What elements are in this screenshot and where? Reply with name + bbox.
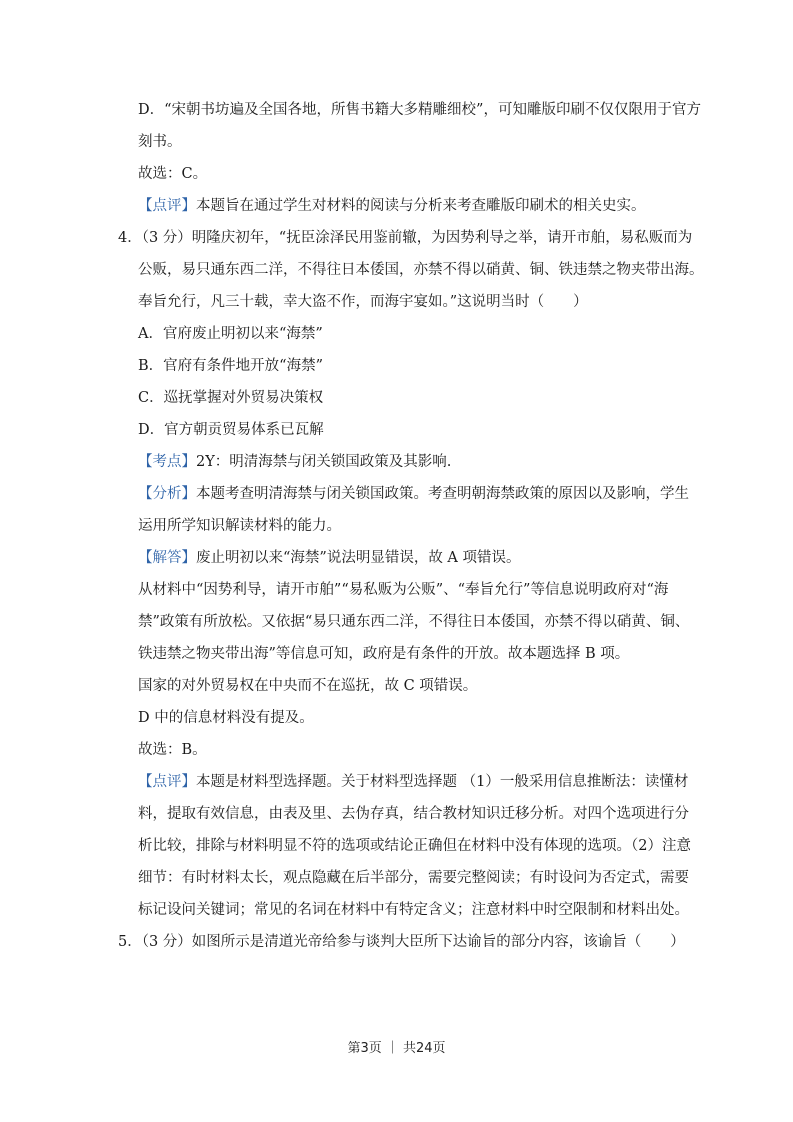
fenxi-text: 本题考查明清海禁与闭关锁国政策。考查明朝海禁政策的原因以及影响，学生 xyxy=(196,486,689,502)
jieda-line3: 禁”政策有所放松。又依据“易只通东西二洋，不得往日本倭国，亦禁不得以硝黄、铜、 xyxy=(138,614,690,630)
option-b: B．官府有条件地开放“海禁” xyxy=(138,358,323,374)
dianping-line4: 细节：有时材料太长，观点隐藏在后半部分，需要完整阅读；有时设问为否定式，需要 xyxy=(138,870,689,886)
dianping-tag: 【点评】 xyxy=(138,774,196,790)
option-d-line1: D．“宋朝书坊遍及全国各地，所售书籍大多精雕细校”，可知雕版印刷不仅仅限用于官方 xyxy=(138,102,701,118)
dianping-text: 本题是材料型选择题。关于材料型选择题 （1）一般采用信息推断法：读懂材 xyxy=(196,774,689,790)
comment-text: 本题旨在通过学生对材料的阅读与分析来考查雕版印刷术的相关史实。 xyxy=(196,198,646,214)
kaodian-tag: 【考点】 xyxy=(138,454,196,470)
jieda-line1 xyxy=(0,547,793,569)
option-d-line2: 刻书。 xyxy=(138,134,182,150)
dianping-line2: 料，提取有效信息，由表及里、去伪存真，结合教材知识迁移分析。对四个选项进行分 xyxy=(138,806,689,822)
comment-q3 xyxy=(0,195,793,217)
jieda-line4: 铁违禁之物夹带出海”等信息可知，政府是有条件的开放。故本题选择 B 项。 xyxy=(138,646,630,662)
option-c: C．巡抚掌握对外贸易决策权 xyxy=(138,390,324,406)
option-d: D．官方朝贡贸易体系已瓦解 xyxy=(138,422,324,438)
fenxi-tag: 【分析】 xyxy=(138,486,196,502)
jieda-text: 废止明初以来“海禁”说法明显错误，故 A 项错误。 xyxy=(196,550,521,566)
answer-q4: 故选：B。 xyxy=(138,742,207,758)
question-4-line2: 公贩，易只通东西二洋，不得往日本倭国，亦禁不得以硝黄、铜、铁违禁之物夹带出海。 xyxy=(138,262,704,278)
kaodian xyxy=(0,451,793,473)
jieda-line2: 从材料中“因势利导，请开市舶”“易私贩为公贩”、“奉旨允行”等信息说明政府对“海 xyxy=(138,582,669,598)
dianping-line1 xyxy=(0,771,793,793)
dianping-line3: 析比较，排除与材料明显不符的选项或结论正确但在材料中没有体现的选项。（2）注意 xyxy=(138,838,691,854)
question-5: 5．（3 分）如图所示是清道光帝给参与谈判大臣所下达谕旨的部分内容，该谕旨（ ） xyxy=(118,934,685,950)
page-footer: 第3页 ｜ 共24页 xyxy=(347,1041,446,1056)
comment-tag: 【点评】 xyxy=(138,198,196,214)
fenxi-line2: 运用所学知识解读材料的能力。 xyxy=(138,518,341,534)
question-4-line3: 奉旨允行，凡三十载，幸大盗不作，而海宇宴如。”这说明当时（ ） xyxy=(138,294,588,310)
fenxi-line1 xyxy=(0,483,793,505)
jieda-line6: D 中的信息材料没有提及。 xyxy=(138,710,314,726)
question-4-line1: 4．（3 分）明隆庆初年，“抚臣涂泽民用鉴前辙，为因势利导之举，请开市舶，易私贩而为 xyxy=(118,230,693,246)
jieda-line5: 国家的对外贸易权在中央而不在巡抚，故 C 项错误。 xyxy=(138,678,478,694)
jieda-tag: 【解答】 xyxy=(138,550,196,566)
answer-q3: 故选：C。 xyxy=(138,166,208,182)
kaodian-text: 2Y：明清海禁与闭关锁国政策及其影响. xyxy=(196,454,452,470)
option-a: A．官府废止明初以来“海禁” xyxy=(138,326,323,342)
dianping-line5: 标记设问关键词；常见的名词在材料中有特定含义；注意材料中时空限制和材料出处。 xyxy=(138,902,689,918)
